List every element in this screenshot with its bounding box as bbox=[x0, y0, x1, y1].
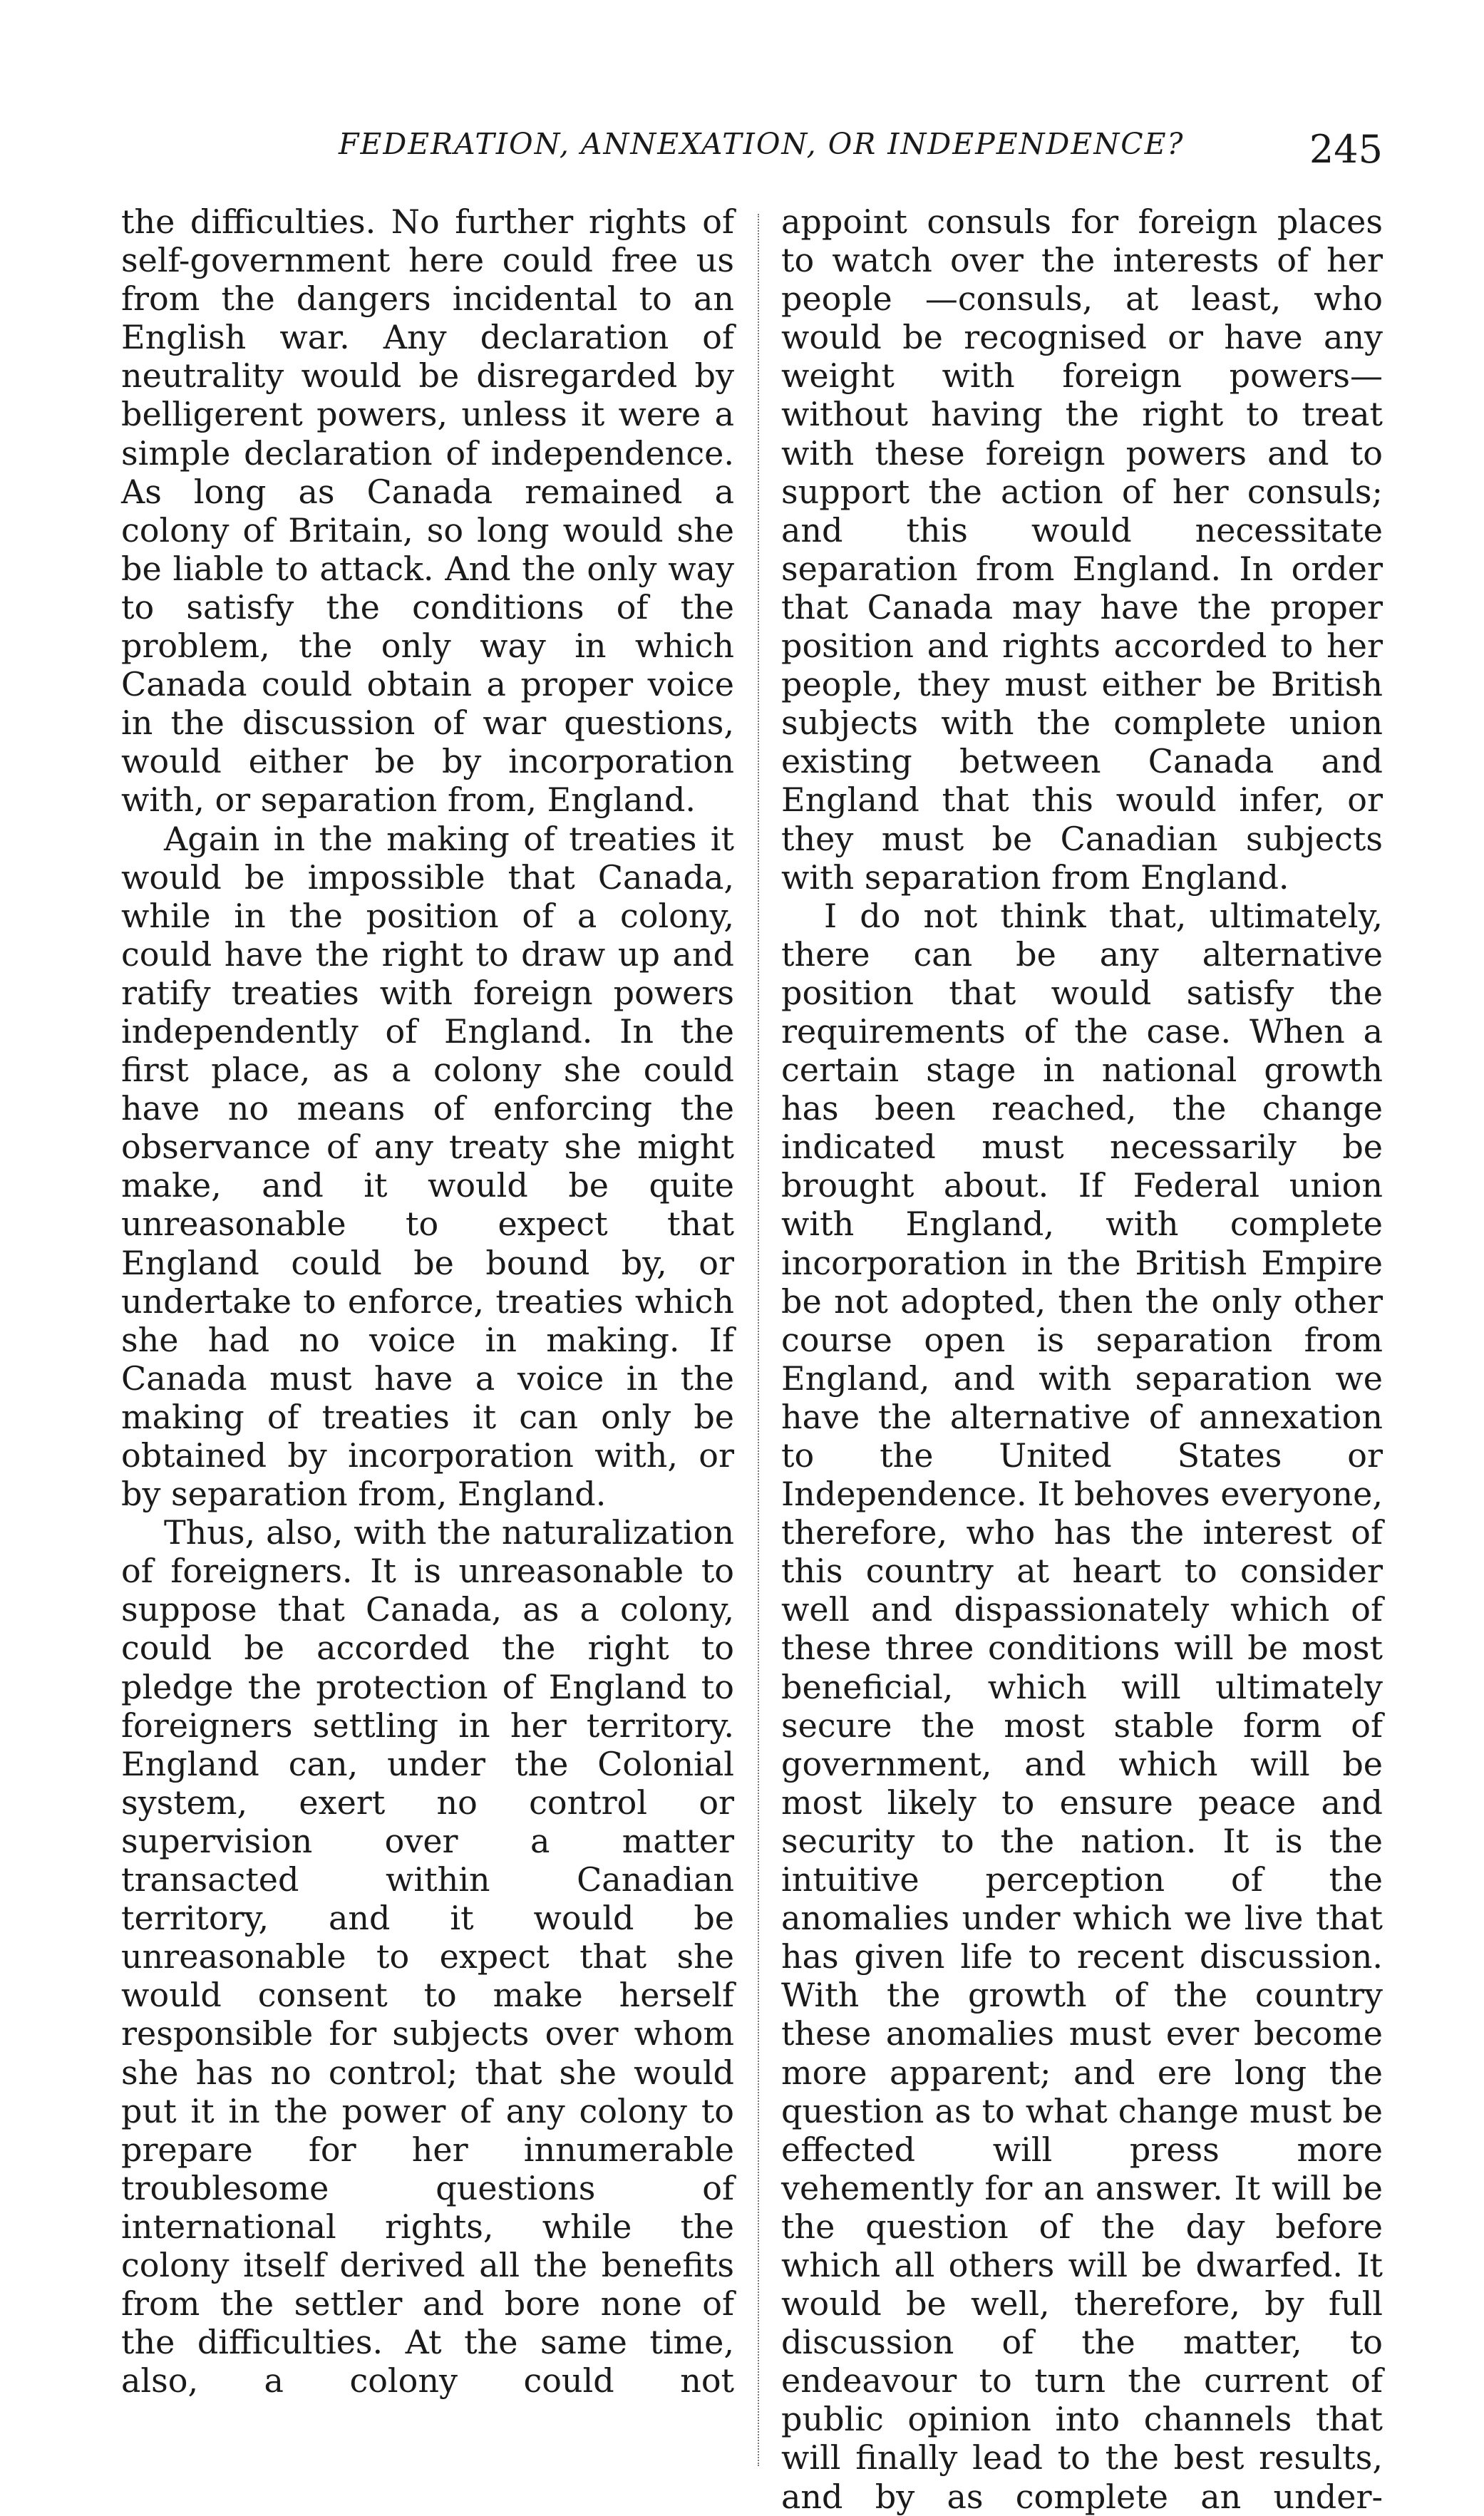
right-column bbox=[781, 202, 1383, 2516]
page-header bbox=[121, 127, 1383, 184]
running-head: FEDERATION, ANNEXATION, OR INDEPENDENCE? bbox=[339, 127, 1185, 161]
page-number: 245 bbox=[1309, 127, 1383, 172]
paragraph: Again in the making of treaties it would be impossible that Canada, while in the position of a colony, could have the right to draw up and ratify treaties with foreign powers independently of England. In the first place, as a colony she could have no means of enforcing the observance of any treaty she might make, and it would be quite unreasonable to expect that England could be bound by, or undertake to enforce, treaties which she had no voice in making. If Canada must have a voice in the making of treaties it can only be obtained by incorporation with, or by separation from, England. bbox=[121, 819, 734, 1514]
paragraph: appoint consuls for foreign places to watch over the interests of her people —consuls, at least, who would be recognised or have any weight with foreign powers—without having the right to treat with these foreign powers and to support the action of her consuls; and this would necessitate separation from England. In order that Canada may have the proper position and rights accorded to her people, they must either be British subjects with the complete union existing between Canada and England that this would infer, or they must be Canadian subjects with separation from England. bbox=[781, 202, 1383, 897]
paragraph: the difficulties. No further rights of self-government here could free us from the dangers incidental to an English war. Any declaration of neutrality would be disregarded by belligerent powers, unless it were a simple declaration of independence. As long as Canada remained a colony of Britain, so long would she be liable to attack. And the only way to satisfy the conditions of the problem, the only way in which Canada could obtain a proper voice in the discussion of war questions, would either be by incorporation with, or separation from, England. bbox=[121, 202, 734, 820]
paragraph: I do not think that, ultimately, there can be any alternative position that would satisfy the requirements of the case. When a certain stage in national growth has been reached, the change indicated must necessarily be brought about. If Federal union with England, with complete incorporation in the British Empire be not adopted, then the only other course open is separation from England, and with separation we have the alternative of annexation to the United States or Independence. It behoves everyone, therefore, who has the interest of this country at heart to consider well and dispassionately which of these three conditions will be most beneficial, which will ultimately secure the most stable form of government, and which will be most likely to ensure peace and security to the nation. It is the intuitive perception of the anomalies under which we live that has given life to recent discussion. With the growth of the country these anomalies must ever become more apparent; and ere long the question as to what change must be effected will press more vehemently for an answer. It will be the question of the day before which all others will be dwarfed. It would be well, therefore, by full discussion of the matter, to endeavour to turn the current of public opinion into channels that will finally lead to the best results, and by as complete an under- bbox=[781, 896, 1383, 2516]
left-column bbox=[121, 202, 734, 2400]
paragraph: Thus, also, with the naturalization of foreigners. It is unreasonable to suppose that Canada, as a colony, could be accorded the right to pledge the protection of England to foreigners settling in her territory. England can, under the Colonial system, exert no control or supervision over a matter transacted within Canadian territory, and it would be unreasonable to expect that she would consent to make herself responsible for subjects over whom she has no control; that she would put it in the power of any colony to prepare for her innumerable troublesome questions of international rights, while the colony itself derived all the benefits from the settler and bore none of the difficulties. At the same time, also, a colony could not bbox=[121, 1513, 734, 2401]
column-divider bbox=[758, 214, 759, 2466]
